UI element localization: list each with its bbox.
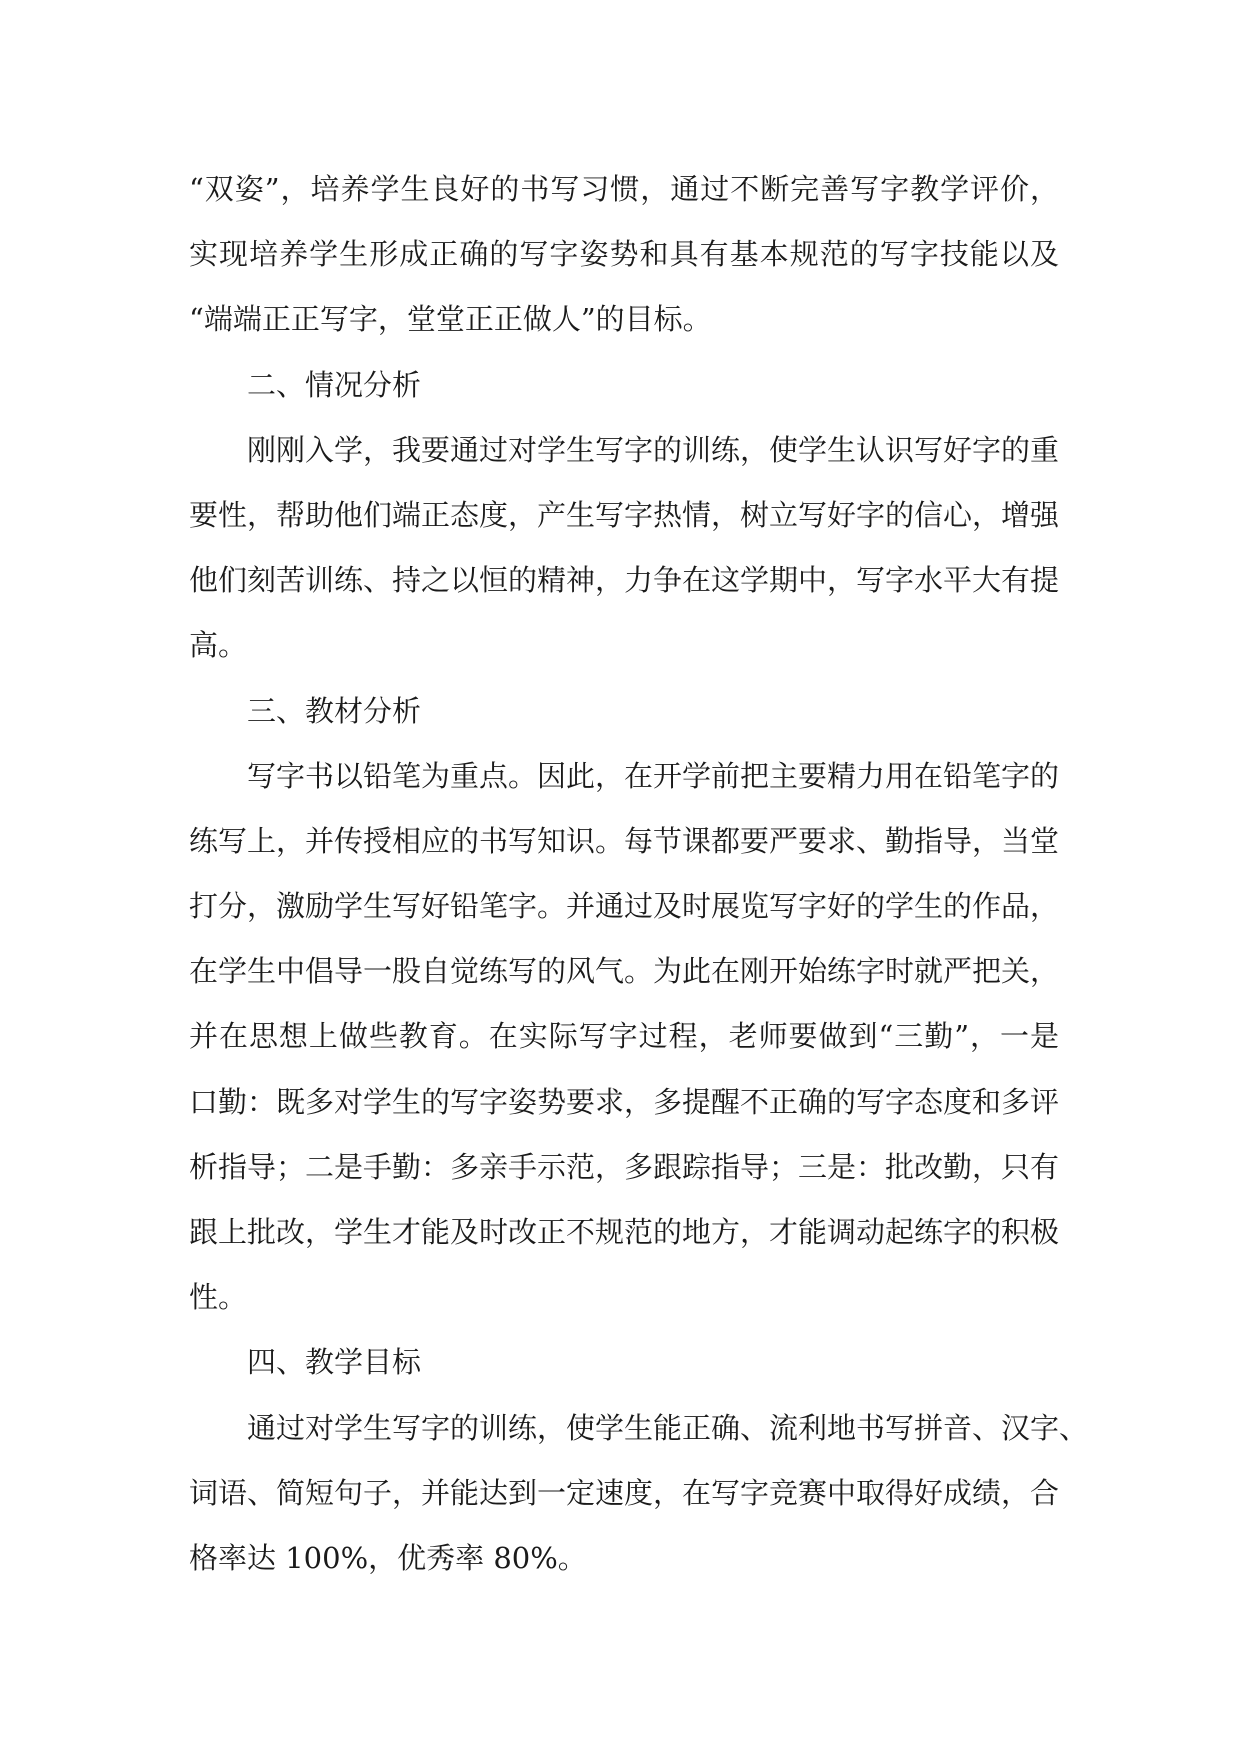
paragraph-line: “双姿”，培养学生良好的书写习惯，通过不断完善写字教学评价， bbox=[189, 172, 1059, 206]
paragraph-line: 并在思想上做些教育。在实际写字过程，老师要做到“三勤”，一是 bbox=[189, 1019, 1059, 1054]
section-heading: 三、教材分析 bbox=[247, 693, 422, 728]
paragraph-line: 高。 bbox=[189, 628, 248, 663]
paragraph-line: 练写上，并传授相应的书写知识。每节课都要严要求、勤指导，当堂 bbox=[189, 823, 1060, 858]
paragraph-line: 格率达 100%，优秀率 80%。 bbox=[189, 1540, 587, 1575]
paragraph-line: 打分，激励学生写好铅笔字。并通过及时展览写字好的学生的作品， bbox=[189, 889, 1060, 924]
paragraph-line: 析指导；二是手勤：多亲手示范，多跟踪指导；三是：批改勤，只有 bbox=[189, 1149, 1060, 1184]
paragraph-line: 写字书以铅笔为重点。因此，在开学前把主要精力用在铅笔字的 bbox=[247, 758, 1060, 793]
section-heading: 四、教学目标 bbox=[247, 1345, 422, 1380]
paragraph-line: 通过对学生写字的训练，使学生能正确、流利地书写拼音、汉字、 bbox=[247, 1410, 1089, 1445]
paragraph-line: 实现培养学生形成正确的写字姿势和具有基本规范的写字技能以及 bbox=[189, 237, 1059, 272]
document-body bbox=[189, 157, 1089, 1591]
paragraph-line: 要性，帮助他们端正态度，产生写字热情，树立写好字的信心，增强 bbox=[189, 497, 1060, 532]
paragraph-line: 他们刻苦训练、持之以恒的精神，力争在这学期中，写字水平大有提 bbox=[189, 563, 1060, 598]
paragraph-line: “端端正正写字，堂堂正正做人”的目标。 bbox=[189, 302, 712, 337]
paragraph-line: 跟上批改，学生才能及时改正不规范的地方，才能调动起练字的积极 bbox=[189, 1215, 1060, 1249]
paragraph-line: 在学生中倡导一股自觉练写的风气。为此在刚开始练字时就严把关， bbox=[189, 954, 1060, 989]
section-heading: 二、情况分析 bbox=[247, 367, 422, 402]
paragraph-line: 词语、简短句子，并能达到一定速度，在写字竞赛中取得好成绩，合 bbox=[189, 1475, 1060, 1510]
paragraph-line: 口勤：既多对学生的写字姿势要求，多提醒不正确的写字态度和多评 bbox=[189, 1084, 1060, 1119]
paragraph-line: 刚刚入学，我要通过对学生写字的训练，使学生认识写好字的重 bbox=[247, 432, 1060, 467]
paragraph-line: 性。 bbox=[189, 1280, 248, 1315]
